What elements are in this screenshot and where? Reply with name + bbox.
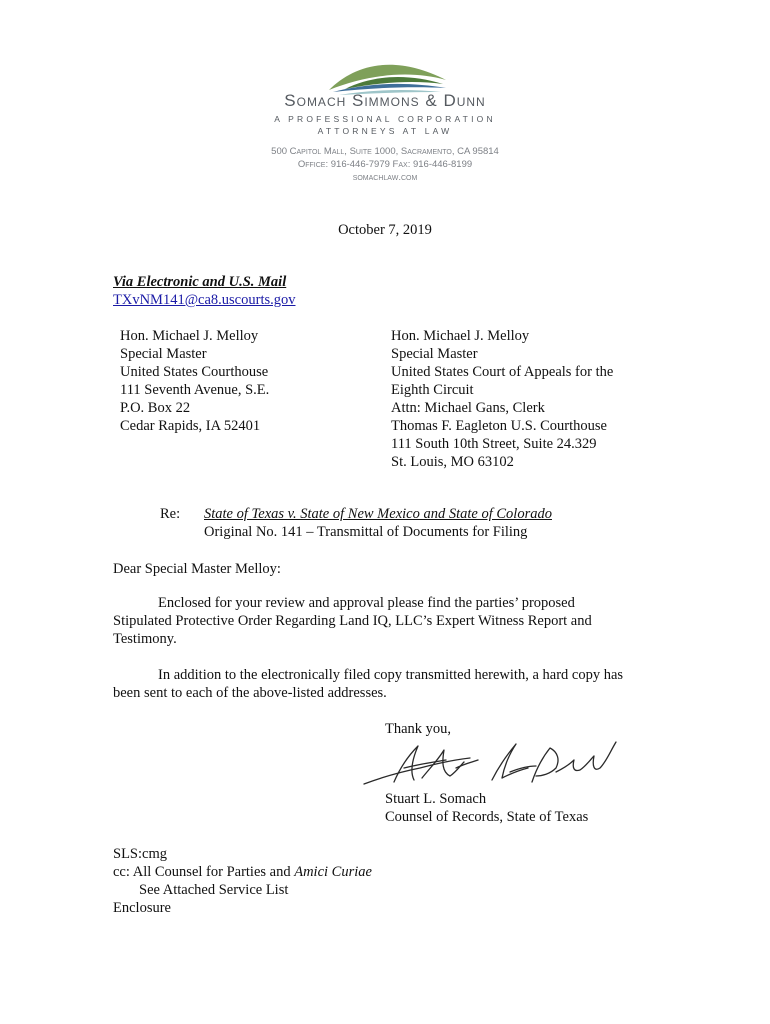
delivery-email-link[interactable]: TXvNM141@ca8.uscourts.gov [113,292,296,308]
paragraph-line: Testimony. [113,631,177,647]
address-line: Attn: Michael Gans, Clerk [391,400,545,416]
recipient-address-left [120,327,269,435]
address-line: United States Courthouse [120,364,269,380]
firm-address: 500 Capitol Mall, Suite 1000, Sacramento, CA 95814 [271,146,499,157]
paragraph-line: been sent to each of the above-listed addresses. [113,685,387,701]
address-line: Special Master [391,346,478,362]
cc-italic-text: Amici Curiae [294,864,372,880]
body-paragraph-1 [113,594,653,648]
salutation: Dear Special Master Melloy: [113,561,281,577]
address-line: Eighth Circuit [391,382,474,398]
handwritten-signature-icon [360,738,625,790]
address-line: Special Master [120,346,207,362]
re-case-title: State of Texas v. State of New Mexico and State of Colorado [204,506,552,522]
address-line: Thomas F. Eagleton U.S. Courthouse [391,418,607,434]
body-paragraph-2 [113,666,653,702]
recipient-address-right [391,327,613,471]
firm-name: Somach Simmons & Dunn [284,91,486,110]
address-line: Cedar Rapids, IA 52401 [120,418,261,434]
address-line: Hon. Michael J. Melloy [120,328,259,344]
closing-thanks: Thank you, [385,721,452,737]
letter-date: October 7, 2019 [338,222,432,238]
cc-text: cc: All Counsel for Parties and [113,864,295,880]
paragraph-line: In addition to the electronically filed copy transmitted herewith, a hard copy has [158,667,624,683]
footer-enclosure: Enclosure [113,900,171,916]
re-subject: Original No. 141 – Transmittal of Documents for Filing [204,524,528,540]
address-line: P.O. Box 22 [120,400,191,416]
signer-title: Counsel of Records, State of Texas [385,809,589,825]
re-label: Re: [160,506,181,522]
address-line: United States Court of Appeals for the [391,364,614,380]
address-line: St. Louis, MO 63102 [391,454,514,470]
letter-footer [113,845,372,917]
signer-name: Stuart L. Somach [385,791,487,807]
address-line: 111 Seventh Avenue, S.E. [120,382,270,398]
footer-cc-service-list: See Attached Service List [139,882,289,898]
paragraph-line: Enclosed for your review and approval please find the parties’ proposed [158,595,575,611]
firm-subtitle: A PROFESSIONAL CORPORATION [274,114,496,124]
firm-phone-fax: Office: 916-446-7979 Fax: 916-446-8199 [297,159,473,170]
delivery-method: Via Electronic and U.S. Mail [113,274,287,290]
firm-logo-icon [325,56,450,96]
address-line: 111 South 10th Street, Suite 24.329 [391,436,597,452]
footer-initials: SLS:cmg [113,846,167,862]
firm-subtitle-attorneys: ATTORNEYS AT LAW [317,126,453,136]
paragraph-line: Stipulated Protective Order Regarding Land IQ, LLC’s Expert Witness Report and [113,613,592,629]
firm-website: somachlaw.com [352,172,418,183]
footer-cc [113,863,372,881]
address-line: Hon. Michael J. Melloy [391,328,530,344]
